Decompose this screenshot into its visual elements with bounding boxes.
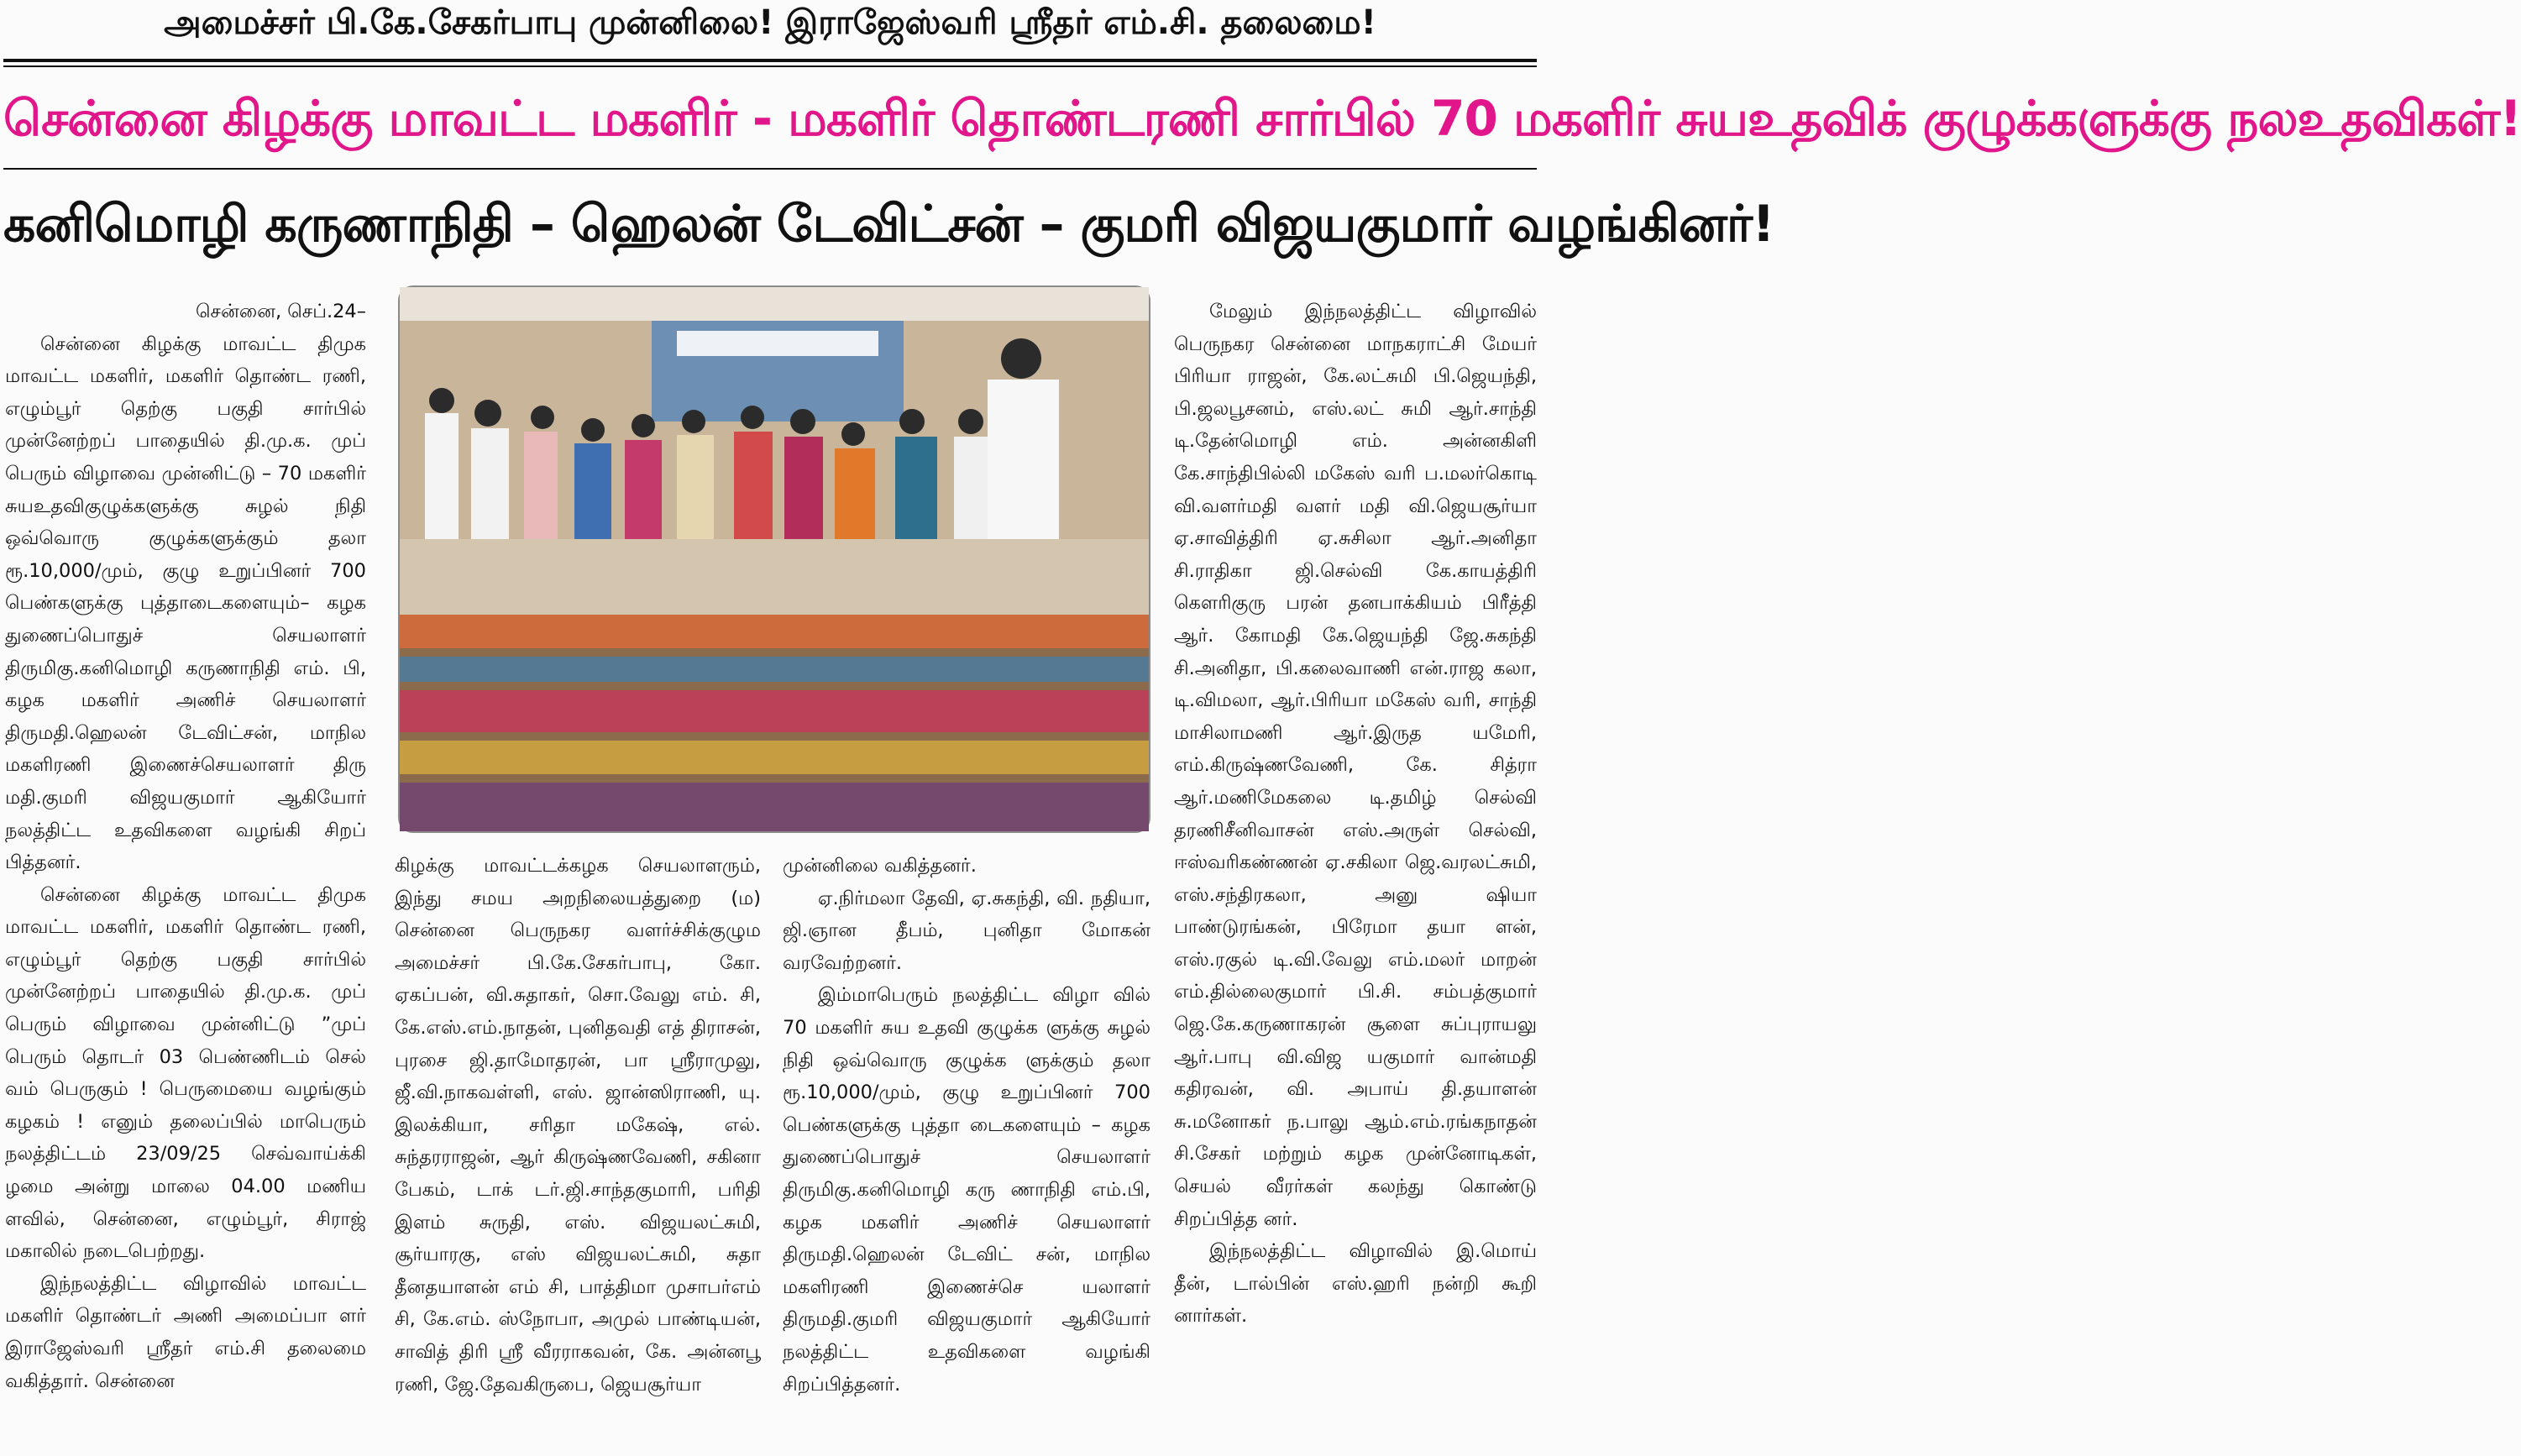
paragraph: இம்மாபெரும் நலத்திட்ட விழா வில் 70 மகளிர் சுய உதவி குழுக்க ளுக்கு சுழல் நிதி ஒவ்வொரு குழுக்க ளுக்கும் தலா ரூ.10,000/மும், குழு உறுப்பினர் 700 பெண்களுக்கு புத்தா டைகளையும் – கழக துணைப்பொதுச் செயலாளர் திருமிகு.கனிமொழி கரு ணாநிதி எம்.பி, கழக மகளிர் அணிச் செயலாளர் திருமதி.ஹெலன் டேவிட் சன், மாநில மகளிரணி இணைச்செ யலாளர் திருமதி.குமரி விஜயகுமார் ஆகியோர் நலத்திட்ட உதவிகளை வழங்கி சிறப்பித்தனர். <box>783 984 1150 1396</box>
paragraph: சென்னை கிழக்கு மாவட்ட திமுக மாவட்ட மகளிர், மகளிர் தொண்ட ரணி, எழும்பூர் தெற்கு பகுதி சார்பில் முன்னேற்றப் பாதையில் தி.மு.க. முப் பெரும் விழாவை முன்னிட்டு ”முப் பெரும் தொடர் 03 பெண்ணிடம் செல் வம் பெருகும் ! பெருமையை வழங்கும் கழகம் ! எனும் தலைப்பில் மாபெரும் நலத்திட்டம் 23/09/25 செவ்வாய்க்கி ழமை அன்று மாலை 04.00 மணிய ளவில், சென்னை, எழும்பூர், சிராஜ் மகாலில் நடைபெற்றது. <box>5 883 366 1263</box>
headline-main: சென்னை கிழக்கு மாவட்ட மகளிர் - மகளிர் தொண்டரணி சார்பில் 70 மகளிர் சுயஉதவிக் குழுக்களுக்கு நலஉதவிகள்! <box>3 90 2521 147</box>
rule-under-top <box>3 65 1537 67</box>
paragraph: ஏ.நிர்மலா தேவி, ஏ.சுகந்தி, வி. நதியா, ஜி.ஞான தீபம், புனிதா மோகன் வரவேற்றனர். <box>783 887 1150 974</box>
dateline: சென்னை, செப்.24– <box>196 301 366 322</box>
event-photo <box>398 285 1150 833</box>
rule-top <box>3 59 1537 62</box>
paragraph: முன்னிலை வகித்தனர். <box>783 855 977 877</box>
article-column-3 <box>783 850 1150 1454</box>
paragraph: மேலும் இந்நலத்திட்ட விழாவில் பெருநகர சென்னை மாநகராட்சி மேயர் பிரியா ராஜன், கே.லட்சுமி பி.ஜெயந்தி, பி.ஜலபூசனம், எஸ்.லட் சுமி ஆர்.சாந்தி டி.தேன்மொழி எம். அன்னகிளி கே.சாந்திபில்லி மகேஸ் வரி ப.மலர்கொடி வி.வளர்மதி வளர் மதி வி.ஜெயசூர்யா ஏ.சாவித்திரி ஏ.சுசிலா ஆர்.அனிதா சி.ராதிகா ஜி.செல்வி கே.காயத்திரி கௌரிகுரு பரன் தனபாக்கியம் பிரீத்தி ஆர். கோமதி கே.ஜெயந்தி ஜே.சுகந்தி சி.அனிதா, பி.கலைவாணி என்.ராஜ கலா, டி.விமலா, ஆர்.பிரியா மகேஸ் வரி, சாந்தி மாசிலாமணி ஆர்.இருத யமேரி, எம்.கிருஷ்ணவேணி, கே. சித்ரா ஆர்.மணிமேகலை டி.தமிழ் செல்வி தரணிசீனிவாசன் எஸ்.அருள் செல்வி, ஈஸ்வரிகண்ணன் ஏ.சகிலா ஜெ.வரலட்சுமி, எஸ்.சந்திரகலா, அனு ஷியா பாண்டுரங்கன், பிரேமா தயா ளன், எஸ்.ரகுல் டி.வி.வேலு எம்.மலர் மாறன் எம்.தில்லைகுமார் பி.சி. சம்பத்குமார் ஜெ.கே.கருணாகரன் சூளை சுப்புராயலு ஆர்.பாபு வி.விஜ யகுமார் வான்மதி கதிரவன், வி. அபாய் தி.தயாளன் சு.மனோகர் ந.பாலு ஆம்.எம்.ரங்கநாதன் சி.சேகர் மற்றும் கழக முன்னோடிகள், செயல் வீரர்கள் கலந்து கொண்டு சிறப்பித்த னர். <box>1174 301 1537 1230</box>
headline-top: அமைச்சர் பி.கே.சேகர்பாபு முன்னிலை! இராஜேஸ்வரி ஸ்ரீதர் எம்.சி. தலைமை! <box>164 3 1376 42</box>
article-column-2 <box>395 850 761 1454</box>
paragraph: இந்நலத்திட்ட விழாவில் இ.மொய் தீன், டால்பின் எஸ்.ஹரி நன்றி கூறி னார்கள். <box>1174 1240 1537 1328</box>
paragraph: சென்னை கிழக்கு மாவட்ட திமுக மாவட்ட மகளிர், மகளிர் தொண்ட ரணி, எழும்பூர் தெற்கு பகுதி சார்பில் முன்னேற்றப் பாதையில் தி.மு.க. முப் பெரும் விழாவை முன்னிட்டு – 70 மகளிர் சுயஉதவிகுழுக்களுக்கு சுழல் நிதி ஒவ்வொரு குழுக்களுக்கும் தலா ரூ.10,000/மும், குழு உறுப்பினர் 700 பெண்களுக்கு புத்தாடைகளையும்– கழக துணைப்பொதுச் செயலாளர் திருமிகு.கனிமொழி கருணாநிதி எம். பி, கழக மகளிர் அணிச் செயலாளர் திருமதி.ஹெலன் டேவிட்சன், மாநில மகளிரணி இணைச்செயலாளர் திரு மதி.குமரி விஜயகுமார் ஆகியோர் நலத்திட்ட உதவிகளை வழங்கி சிறப் பித்தனர். <box>5 333 366 874</box>
article-column-4 <box>1174 296 1537 1454</box>
headline-sub: கனிமொழி கருணாநிதி – ஹெலன் டேவிட்சன் – குமரி விஜயகுமார் வழங்கினர்! <box>3 195 1774 254</box>
article-column-1 <box>5 296 366 1454</box>
rule-middle <box>3 168 1537 170</box>
paragraph: கிழக்கு மாவட்டக்கழக செயலாளரும், இந்து சமய அறநிலையத்துறை (ம) சென்னை பெருநகர வளர்ச்சிக்குழும அமைச்சர் பி.கே.சேகர்பாபு, கோ. ஏகப்பன், வி.சுதாகர், சொ.வேலு எம். சி, கே.எஸ்.எம்.நாதன், புனிதவதி எத் திராசன், புரசை ஜி.தாமோதரன், பா ஸ்ரீராமுலு, ஜீ.வி.நாகவள்ளி, எஸ். ஜான்ஸிராணி, யு. இலக்கியா, சரிதா மகேஷ், எல். சுந்தரராஜன், ஆர் கிருஷ்ணவேணி, சகினா பேகம், டாக் டர்.ஜி.சாந்தகுமாரி, பரிதி இளம் சுருதி, எஸ். விஜயலட்சுமி, சூர்யாரகு, எஸ் விஜயலட்சுமி, சுதா தீனதயாளன் எம் சி, பாத்திமா முசாபர்எம் சி, கே.எம். ஸ்நோபா, அமுல் பாண்டியன், சாவித் திரி ஸ்ரீ வீரராகவன், கே. அன்னபூ ரணி, ஜே.தேவகிருபை, ஜெயசூர்யா <box>395 855 761 1396</box>
paragraph: இந்நலத்திட்ட விழாவில் மாவட்ட மகளிர் தொண்டர் அணி அமைப்பா ளர் இராஜேஸ்வரி ஸ்ரீதர் எம்.சி தலைமை வகித்தார். சென்னை <box>5 1272 366 1392</box>
